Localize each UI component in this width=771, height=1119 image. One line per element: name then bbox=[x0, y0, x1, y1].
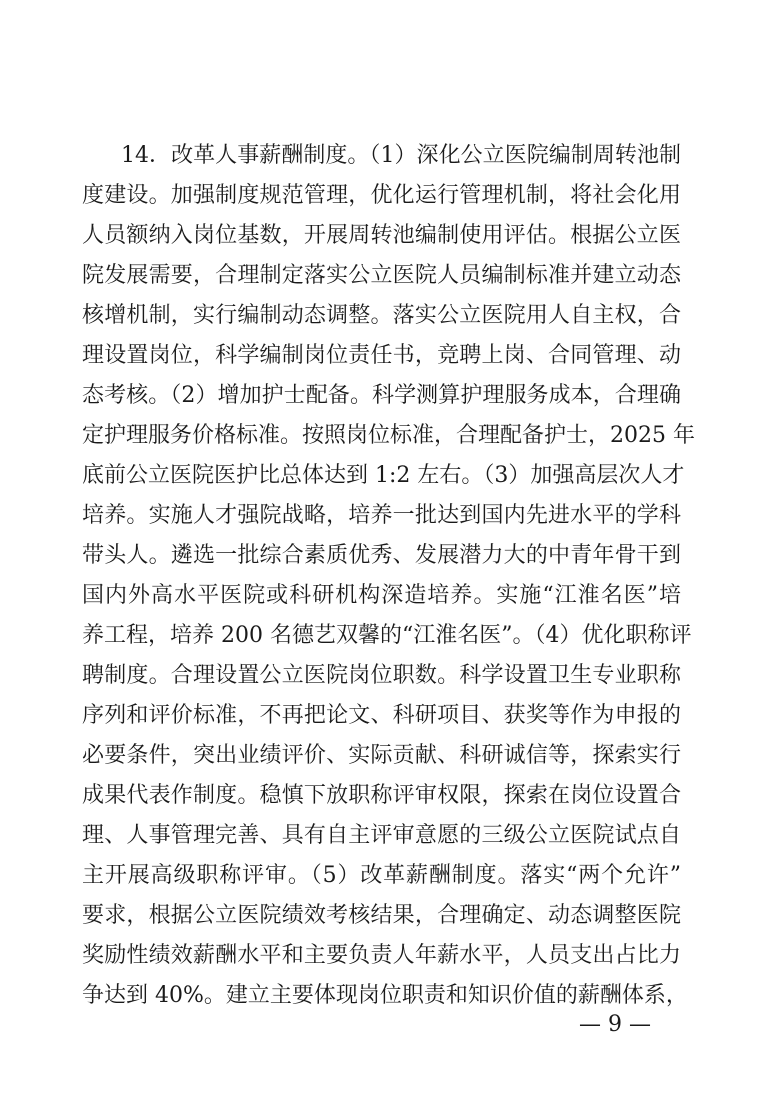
paragraph-line-7: 态考核。（2）增加护士配备。科学测算护理服务成本，合理确 bbox=[82, 383, 681, 408]
paragraph-line-10: 培养。实施人才强院战略，培养一批达到国内先进水平的学科 bbox=[82, 503, 681, 528]
paragraph-line-20: 要求，根据公立医院绩效考核结果，合理确定、动态调整医院 bbox=[82, 903, 681, 928]
paragraph-line-21: 奖励性绩效薪酬水平和主要负责人年薪水平，人员支出占比力 bbox=[82, 943, 681, 968]
paragraph-line-12: 国内外高水平医院或科研机构深造培养。实施“江淮名医”培 bbox=[82, 583, 681, 608]
paragraph-line-8: 定护理服务价格标准。按照岗位标准，合理配备护士，2025 年 bbox=[82, 423, 695, 448]
paragraph-line-1: 14．改革人事薪酬制度。（1）深化公立医院编制周转池制 bbox=[121, 143, 681, 168]
paragraph-line-9: 底前公立医院医护比总体达到 1:2 左右。（3）加强高层次人才 bbox=[82, 463, 685, 488]
paragraph-line-5: 核增机制，实行编制动态调整。落实公立医院用人自主权，合 bbox=[82, 303, 681, 328]
paragraph-line-13: 养工程，培养 200 名德艺双馨的“江淮名医”。（4）优化职称评 bbox=[82, 623, 692, 648]
paragraph-line-3: 人员额纳入岗位基数，开展周转池编制使用评估。根据公立医 bbox=[82, 223, 681, 248]
paragraph-line-17: 成果代表作制度。稳慎下放职称评审权限，探索在岗位设置合 bbox=[82, 783, 681, 808]
paragraph-line-22: 争达到 40%。建立主要体现岗位职责和知识价值的薪酬体系， bbox=[82, 983, 688, 1008]
page-number: — 9 — bbox=[579, 1012, 651, 1037]
paragraph-line-6: 理设置岗位，科学编制岗位责任书，竞聘上岗、合同管理、动 bbox=[82, 343, 681, 368]
paragraph-line-14: 聘制度。合理设置公立医院岗位职数。科学设置卫生专业职称 bbox=[82, 663, 681, 688]
paragraph-line-2: 度建设。加强制度规范管理，优化运行管理机制，将社会化用 bbox=[82, 183, 681, 208]
paragraph-line-16: 必要条件，突出业绩评价、实际贡献、科研诚信等，探索实行 bbox=[82, 743, 681, 768]
paragraph-line-11: 带头人。遴选一批综合素质优秀、发展潜力大的中青年骨干到 bbox=[82, 543, 681, 568]
paragraph-line-18: 理、人事管理完善、具有自主评审意愿的三级公立医院试点自 bbox=[82, 823, 681, 848]
paragraph-line-15: 序列和评价标准，不再把论文、科研项目、获奖等作为申报的 bbox=[82, 703, 681, 728]
paragraph-line-4: 院发展需要，合理制定落实公立医院人员编制标准并建立动态 bbox=[82, 263, 681, 288]
paragraph-line-19: 主开展高级职称评审。（5）改革薪酬制度。落实“两个允许” bbox=[82, 863, 681, 888]
